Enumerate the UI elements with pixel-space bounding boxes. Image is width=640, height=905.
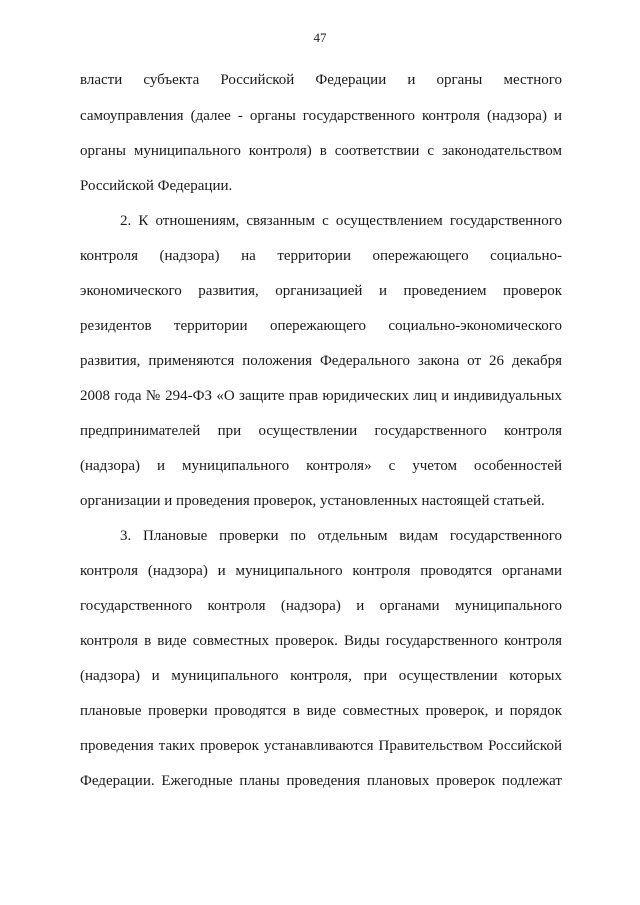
text-line: контроля в виде совместных проверок. Виды государственного контроля (80, 633, 562, 649)
text-line: государственного контроля (надзора) и органами муниципального (80, 598, 562, 614)
text-line: органы муниципального контроля) в соответствии с законодательством (80, 143, 562, 159)
text-line: (надзора) и муниципального контроля» с учетом особенностей (80, 458, 562, 474)
text-line: (надзора) и муниципального контроля, при осуществлении которых (80, 668, 562, 684)
text-line: Российской Федерации. (80, 178, 233, 194)
text-line: предпринимателей при осуществлении государственного контроля (80, 423, 562, 439)
text-line: 2008 года № 294-ФЗ «О защите прав юридических лиц и индивидуальных (80, 388, 562, 404)
text-line: контроля (надзора) на территории опережающего социально- (80, 248, 562, 264)
text-line: проведения таких проверок устанавливаются Правительством Российской (80, 738, 562, 754)
text-line: развития, применяются положения Федерального закона от 26 декабря (80, 353, 562, 369)
paragraph-start-line: 3. Плановые проверки по отдельным видам государственного (120, 528, 562, 544)
text-line: экономического развития, организацией и проведением проверок (80, 283, 562, 299)
page-number: 47 (313, 30, 327, 45)
paragraph-start-line: 2. К отношениям, связанным с осуществлением государственного (120, 213, 562, 229)
text-line: организации и проведения проверок, установленных настоящей статьей. (80, 493, 545, 509)
text-line: контроля (надзора) и муниципального контроля проводятся органами (80, 563, 562, 579)
text-line: резидентов территории опережающего социально-экономического (80, 318, 562, 334)
text-line: власти субъекта Российской Федерации и органы местного (80, 72, 562, 88)
text-line: самоуправления (далее - органы государственного контроля (надзора) и (80, 108, 562, 124)
text-line: плановые проверки проводятся в виде совместных проверок, и порядок (80, 703, 562, 719)
text-line: Федерации. Ежегодные планы проведения плановых проверок подлежат (80, 773, 562, 789)
